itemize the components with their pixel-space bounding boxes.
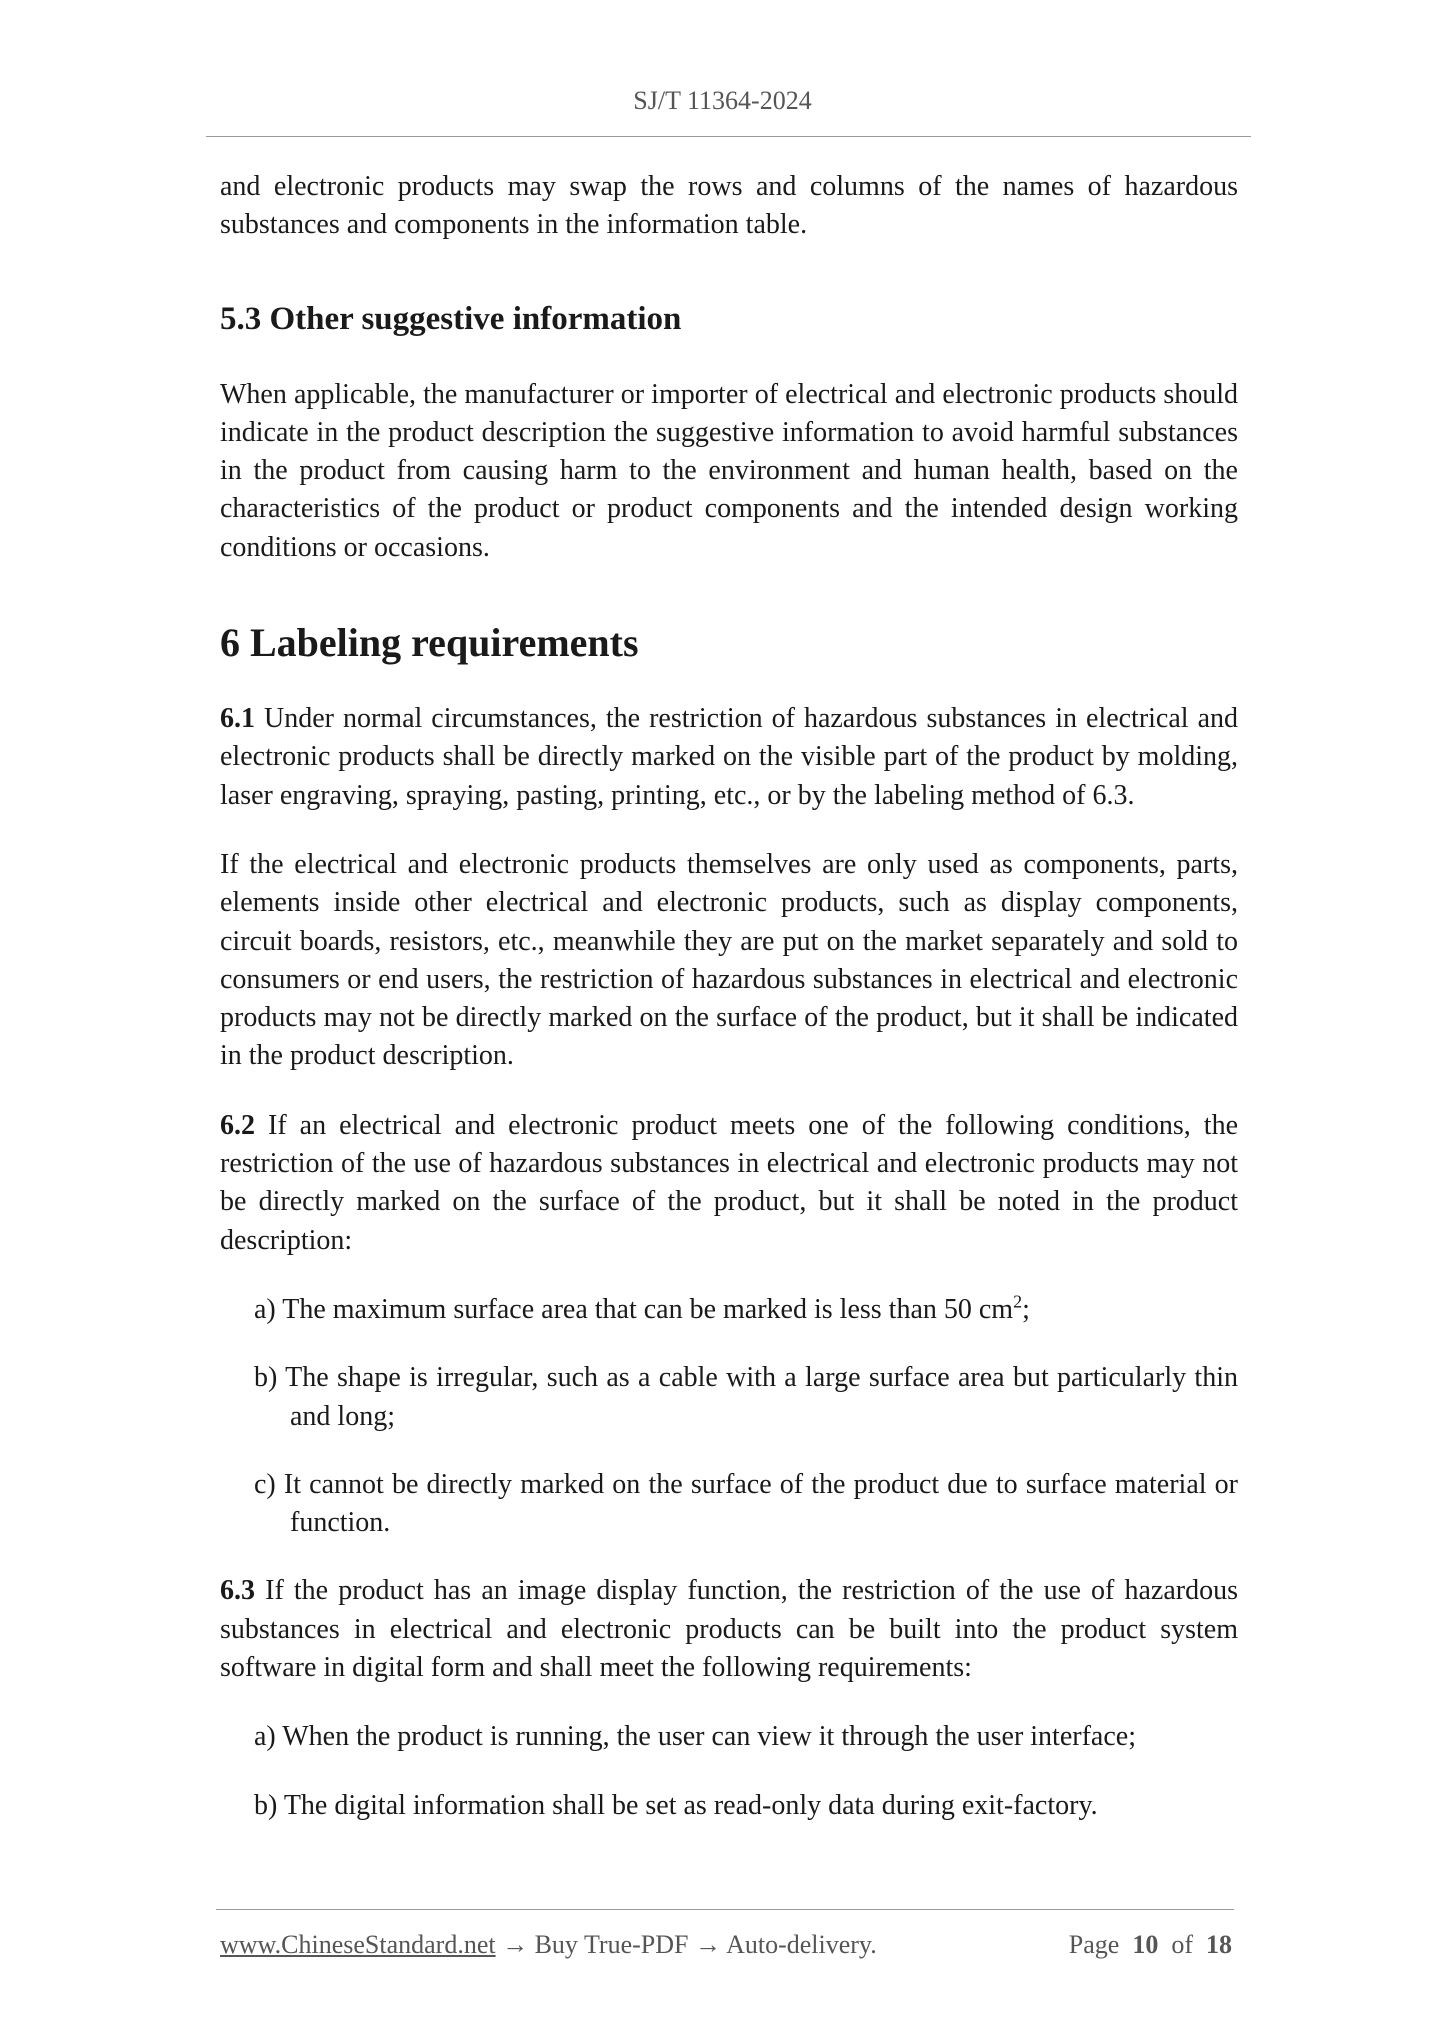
clause-number: 6.2 <box>220 1109 255 1141</box>
arrow-icon: → <box>688 1930 727 1959</box>
clause-text: Under normal circumstances, the restriction of hazardous substances in electrical and electronic products shall be directly marked on the visible part of the product by molding, laser engraving, spraying, pasting, printing, etc., or by the labeling method of 6.3. <box>220 703 1238 811</box>
list-item-6-3-b: b) The digital information shall be set as read-only data during exit-factory. <box>254 1789 1098 1821</box>
page-total: 18 <box>1206 1930 1232 1959</box>
document-header: SJ/T 11364-2024 <box>633 86 812 115</box>
page-number <box>1069 1930 1232 1960</box>
footer-divider <box>216 1909 1234 1910</box>
list-item-6-2-a <box>254 1291 1238 1329</box>
arrow-icon: → <box>495 1930 535 1959</box>
intro-paragraph: and electronic products may swap the rows and columns of the names of hazardous substances and components in the information table. <box>220 171 1238 241</box>
section-6-heading: 6 Labeling requirements <box>220 620 639 666</box>
clause-6-1-paragraph-2: If the electrical and electronic products themselves are only used as components, parts, elements inside other electrical and electronic products, such as display components, circuit boards, resistors, etc., meanwhile they are put on the market separately and sold to consumers or end users, the restriction of hazardous substances in electrical and electronic products may not be directly marked on the surface of the product, but it shall be indicated in the product description. <box>220 848 1238 1072</box>
list-item-6-3-a: a) When the product is running, the user can view it through the user interface; <box>254 1721 1136 1753</box>
list-item-tail: ; <box>1022 1293 1030 1325</box>
buy-text: Buy True-PDF <box>534 1930 689 1959</box>
clause-6-3 <box>220 1572 1238 1687</box>
clause-number: 6.1 <box>220 703 255 735</box>
clause-text: If an electrical and electronic product meets one of the following conditions, the restriction of the use of hazardous substances in electrical and electronic products may not be directly marked on the surface of the product, but it shall be noted in the product description: <box>220 1109 1238 1256</box>
section-5-3-body: When applicable, the manufacturer or importer of electrical and electronic products should indicate in the product description the suggestive information to avoid harmful substances in the product from causing harm to the environment and human health, based on the characteristics of the product or product components and the intended design working conditions or occasions. <box>220 378 1238 563</box>
delivery-text: Auto-delivery. <box>726 1930 877 1959</box>
page-of: of <box>1171 1930 1193 1959</box>
list-item-text: a) The maximum surface area that can be marked is less than 50 cm <box>254 1293 1014 1325</box>
page-label: Page <box>1068 1930 1120 1959</box>
page-current: 10 <box>1132 1930 1159 1959</box>
superscript: 2 <box>1013 1291 1023 1312</box>
clause-text: If the product has an image display function, the restriction of the use of hazardous substances in electrical and electronic products can be built into the product system software in digital form and shall meet the following requirements: <box>220 1575 1238 1684</box>
website-link[interactable]: www.ChineseStandard.net <box>220 1930 496 1959</box>
section-5-3-heading: 5.3 Other suggestive information <box>220 300 682 337</box>
footer-promo <box>220 1930 877 1960</box>
clause-6-1 <box>220 700 1238 815</box>
list-item-6-2-c: c) It cannot be directly marked on the surface of the product due to surface material or function. <box>254 1468 1238 1539</box>
clause-number: 6.3 <box>220 1575 255 1607</box>
clause-6-2 <box>220 1107 1238 1260</box>
page-content <box>220 168 1238 1855</box>
list-item-6-2-b: b) The shape is irregular, such as a cable with a large surface area but particularly thin and long; <box>254 1362 1238 1432</box>
header-divider <box>206 136 1251 137</box>
